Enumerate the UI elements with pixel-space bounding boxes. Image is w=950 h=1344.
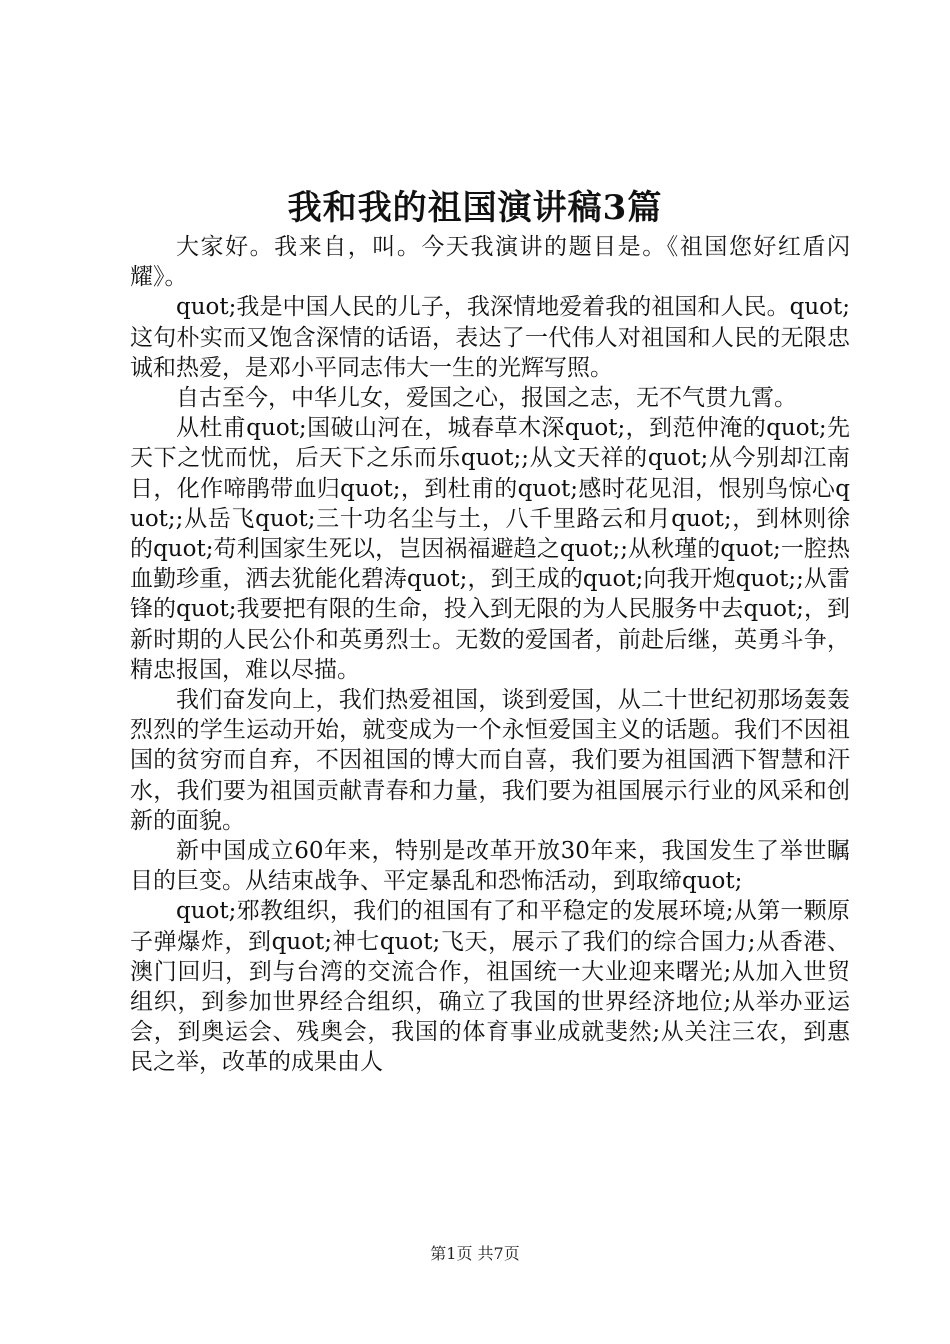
document-body (130, 232, 850, 1078)
paragraph: 新中国成立60年来，特别是改革开放30年来，我国发生了举世瞩目的巨变。从结束战争、平定暴乱和恐怖活动，到取缔quot; (130, 838, 850, 895)
paragraph: 自古至今，中华儿女，爱国之心，报国之志，无不气贯九霄。 (176, 385, 797, 412)
page-footer: 第1页 共7页 (430, 1244, 520, 1263)
document-title: 我和我的祖国演讲稿3篇 (287, 188, 663, 228)
paragraph: quot;邪教组织，我们的祖国有了和平稳定的发展环境;从第一颗原子弹爆炸，到quot;神七quot;飞天，展示了我们的综合国力;从香港、澳门回归，到与台湾的交流合作，祖国统一大业迎来曙光;从加入世贸组织，到参加世界经合组织，确立了我国的世界经济地位;从举办亚运会，到奥运会、残奥会，我国的体育事业成就斐然;从关注三农，到惠民之举，改革的成果由人 (130, 898, 850, 1076)
paragraph: 我们奋发向上，我们热爱祖国，谈到爱国，从二十世纪初那场轰轰烈烈的学生运动开始，就变成为一个永恒爱国主义的话题。我们不因祖国的贫穷而自弃，不因祖国的博大而自喜，我们要为祖国洒下智慧和汗水，我们要为祖国贡献青春和力量，我们要为祖国展示行业的风采和创新的面貌。 (130, 687, 850, 834)
paragraph: quot;我是中国人民的儿子，我深情地爱着我的祖国和人民。quot;这句朴实而又饱含深情的话语，表达了一代伟人对祖国和人民的无限忠诚和热爱，是邓小平同志伟大一生的光辉写照。 (130, 294, 850, 381)
paragraph: 从杜甫quot;国破山河在，城春草木深quot;，到范仲淹的quot;先天下之忧而忧，后天下之乐而乐quot;;从文天祥的quot;从今别却江南日，化作啼鹃带血归quot;，到杜甫的quot;感时花见泪，恨别鸟惊心quot;;从岳飞quot;三十功名尘与土，八千里路云和月quot;，到林则徐的quot;苟利国家生死以，岂因祸福避趋之quot;;从秋瑾的quot;一腔热血勤珍重，洒去犹能化碧涛quot;，到王成的quot;向我开炮quot;;从雷锋的quot;我要把有限的生命，投入到无限的为人民服务中去quot;，到新时期的人民公仆和英勇烈士。无数的爱国者，前赴后继，英勇斗争，精忠报国，难以尽描。 (130, 415, 850, 683)
paragraph: 大家好。我来自，叫。今天我演讲的题目是。《祖国您好红盾闪耀》。 (130, 234, 850, 291)
